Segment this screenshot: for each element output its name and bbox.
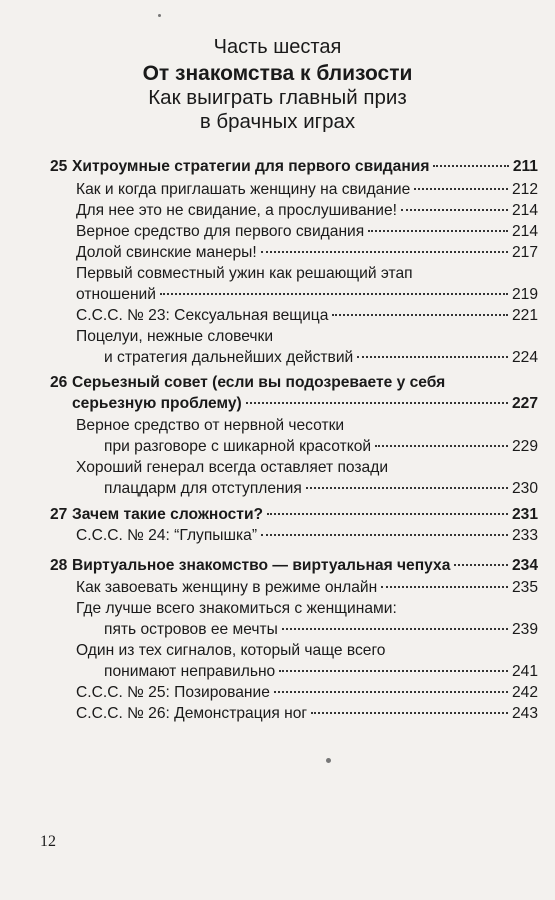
toc-entry — [76, 285, 538, 305]
leader-dots — [282, 628, 508, 630]
toc-entry — [76, 243, 538, 263]
toc-entry — [76, 306, 538, 326]
page-ref: 234 — [511, 557, 538, 574]
page-ref: 230 — [511, 480, 538, 497]
entry-title: С.С.С. № 23: Сексуальная вещица — [76, 307, 329, 324]
toc-entry-line-1: Один из тех сигналов, который чаще всего — [76, 642, 386, 659]
chapter-title-line-1: Серьезный совет (если вы подозреваете у себя — [72, 374, 446, 391]
page-ref: 227 — [511, 395, 538, 412]
page-ref: 219 — [511, 286, 538, 303]
page-ref: 224 — [511, 349, 538, 366]
page-ref: 214 — [511, 223, 538, 240]
part-subtitle-line-2: в брачных играх — [199, 110, 356, 133]
leader-dots — [454, 564, 508, 566]
page-ref: 239 — [511, 621, 538, 638]
toc-entry — [76, 526, 538, 546]
leader-dots — [160, 293, 508, 295]
leader-dots — [274, 691, 508, 693]
toc-entry-line-1: Первый совместный ужин как решающий этап — [76, 265, 413, 282]
entry-title-line-2: отношений — [76, 286, 156, 303]
entry-title: С.С.С. № 25: Позирование — [76, 684, 270, 701]
page-ref: 243 — [511, 705, 538, 722]
page-ref: 233 — [511, 527, 538, 544]
leader-dots — [267, 513, 508, 515]
leader-dots — [306, 487, 508, 489]
chapter-number: 28 — [50, 557, 68, 574]
leader-dots — [246, 402, 508, 404]
page-ref: 214 — [511, 202, 538, 219]
page-ref: 235 — [511, 579, 538, 596]
toc-chapter-27 — [50, 505, 538, 525]
page-ref: 241 — [511, 663, 538, 680]
page-ref: 217 — [511, 244, 538, 261]
leader-dots — [261, 251, 508, 253]
chapter-title-line-2: серьезную проблему) — [72, 395, 242, 412]
page-ref: 229 — [511, 438, 538, 455]
leader-dots — [414, 188, 508, 190]
toc-entry — [76, 683, 538, 703]
leader-dots — [311, 712, 508, 714]
entry-title: Как и когда приглашать женщину на свидание — [76, 181, 411, 198]
paper-speck — [158, 14, 161, 17]
leader-dots — [368, 230, 508, 232]
entry-title-line-2: плацдарм для отступления — [104, 480, 302, 497]
toc-entry — [76, 180, 538, 200]
entry-title-line-2: пять островов ее мечты — [104, 621, 278, 638]
chapter-title: Хитроумные стратегии для первого свидания — [72, 158, 430, 175]
page-ref: 221 — [511, 307, 538, 324]
leader-dots — [433, 165, 508, 167]
toc-entry — [104, 348, 538, 368]
toc-entry-line-1: Хороший генерал всегда оставляет позади — [76, 459, 389, 476]
entry-title: Долой свинские манеры! — [76, 244, 257, 261]
chapter-number: 27 — [50, 506, 68, 523]
entry-title: Верное средство для первого свидания — [76, 223, 365, 240]
page-ref: 231 — [511, 506, 538, 523]
page-ref: 212 — [511, 181, 538, 198]
entry-title: С.С.С. № 26: Демонстрация ног — [76, 705, 308, 722]
leader-dots — [375, 445, 508, 447]
toc-entry — [104, 620, 538, 640]
toc-entry — [76, 222, 538, 242]
leader-dots — [381, 586, 508, 588]
entry-title-line-2: и стратегия дальнейших действий — [104, 349, 354, 366]
part-subtitle-line-1: Как выиграть главный приз — [148, 86, 407, 109]
toc-entry — [104, 437, 538, 457]
toc-chapter-26-line-1 — [50, 373, 445, 393]
toc-entry-line-1: Где лучше всего знакомиться с женщинами: — [76, 600, 397, 617]
entry-title-line-2: при разговоре с шикарной красоткой — [104, 438, 372, 455]
page-ref: 211 — [512, 158, 538, 175]
toc-entry — [104, 662, 538, 682]
page-ref: 242 — [511, 684, 538, 701]
entry-title: Как завоевать женщину в режиме онлайн — [76, 579, 378, 596]
toc-chapter-25 — [50, 157, 538, 177]
toc-chapter-28 — [50, 556, 538, 576]
paper-speck — [326, 758, 331, 763]
toc-entry-line-1: Верное средство от нервной чесотки — [76, 417, 345, 434]
chapter-title: Зачем такие сложности? — [72, 506, 264, 523]
toc-chapter-26 — [72, 394, 538, 414]
toc-entry — [104, 479, 538, 499]
part-title: От знакомства к близости — [142, 62, 413, 85]
chapter-number: 25 — [50, 158, 68, 175]
toc-entry — [76, 201, 538, 221]
toc-entry — [76, 704, 538, 724]
toc-entry-line-1: Поцелуи, нежные словечки — [76, 328, 274, 345]
part-label: Часть шестая — [213, 36, 342, 58]
leader-dots — [261, 534, 508, 536]
entry-title: Для нее это не свидание, а прослушивание! — [76, 202, 397, 219]
page-number: 12 — [40, 833, 56, 850]
toc-entry — [76, 578, 538, 598]
leader-dots — [401, 209, 508, 211]
entry-title-line-2: понимают неправильно — [104, 663, 276, 680]
leader-dots — [357, 356, 508, 358]
leader-dots — [332, 314, 508, 316]
leader-dots — [279, 670, 508, 672]
chapter-number: 26 — [50, 374, 68, 391]
entry-title: С.С.С. № 24: “Глупышка” — [76, 527, 258, 544]
chapter-title: Виртуальное знакомство — виртуальная чепуха — [72, 557, 451, 574]
